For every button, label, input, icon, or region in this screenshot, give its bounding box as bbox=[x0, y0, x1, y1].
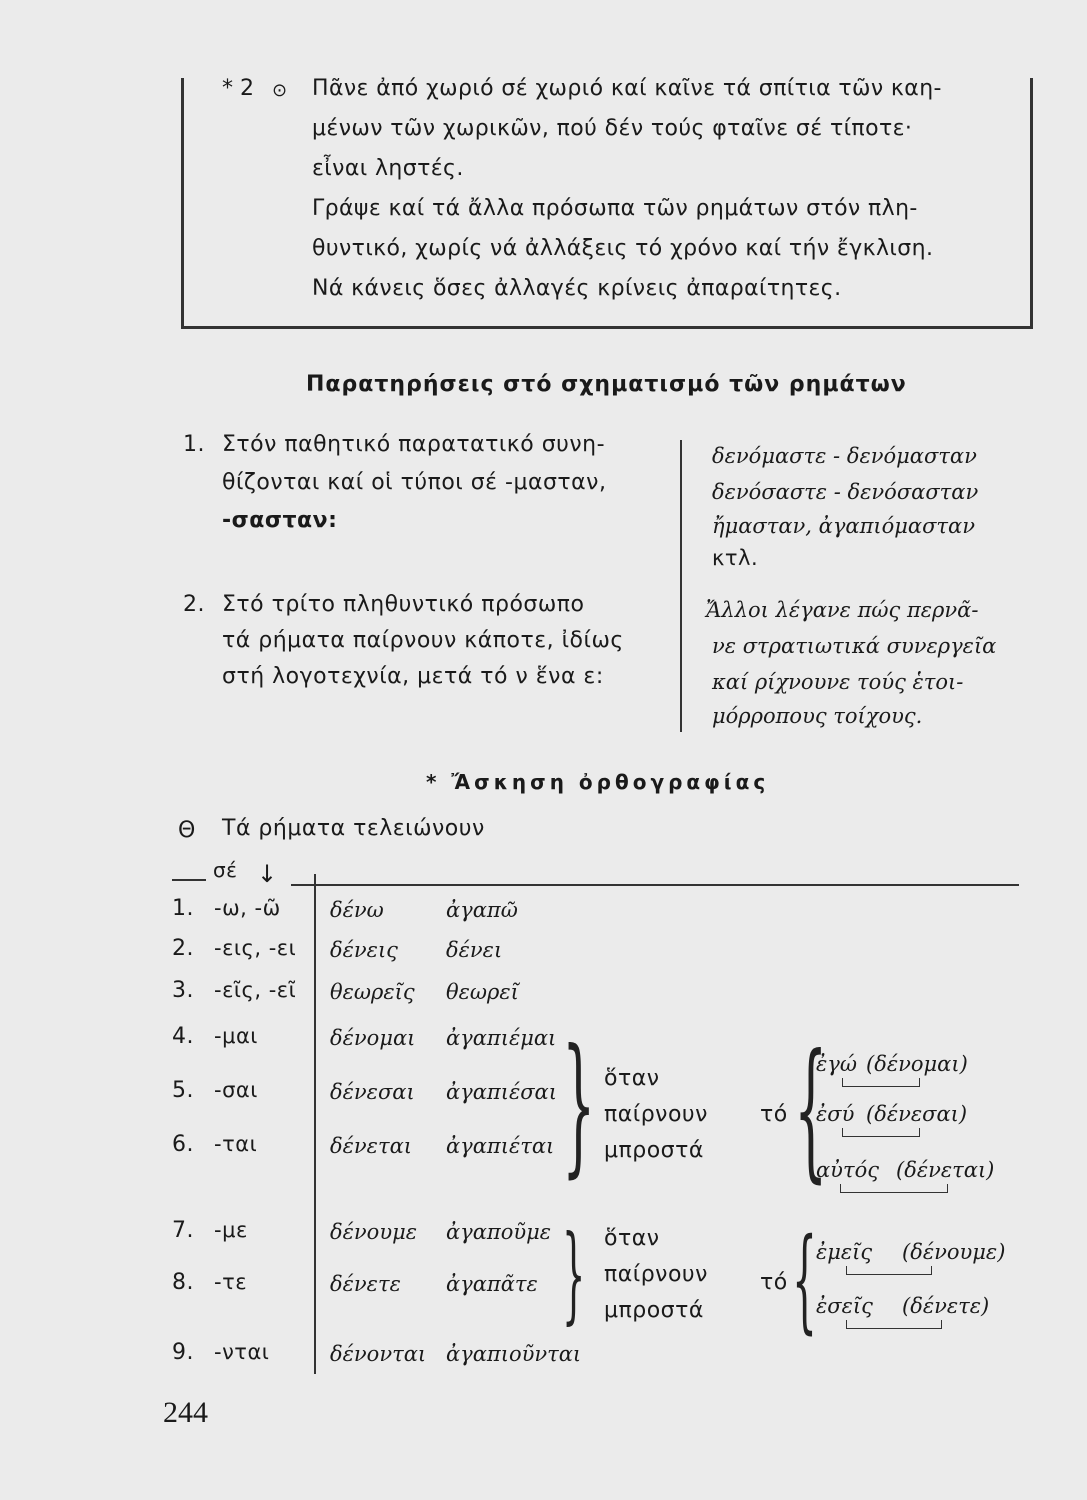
pronoun: ἐμεῖς bbox=[816, 1240, 873, 1264]
exercise-line: Γράψε καί τά ἄλλα πρόσωπα τῶν ρημάτων στόν πλη- bbox=[312, 196, 918, 221]
observation-text: τά ρήματα παίρνουν κάποτε, ἰδίως bbox=[222, 628, 624, 653]
pronoun-link bbox=[842, 1128, 920, 1137]
observations-divider bbox=[680, 440, 682, 732]
verb-example: δένεσαι bbox=[330, 1080, 415, 1104]
verb-ending: -νται bbox=[214, 1340, 270, 1364]
verb-ending: -με bbox=[214, 1218, 248, 1242]
verb-example: δένω bbox=[330, 898, 384, 922]
group1-when: παίρνουν bbox=[604, 1102, 708, 1127]
observation-example: δενόσαστε - δενόσασταν bbox=[712, 480, 979, 504]
group2-to: τό bbox=[760, 1270, 788, 1295]
brace-group1-left: } bbox=[562, 1018, 596, 1192]
verb-example: ἀγαπᾶτε bbox=[446, 1272, 538, 1296]
row-number: 2. bbox=[172, 936, 194, 961]
exercise-symbol: ⊙ bbox=[272, 80, 288, 101]
arrow-down-icon: ↓ bbox=[257, 860, 278, 888]
observation-example: νε στρατιωτικά συνεργεῖα bbox=[712, 634, 997, 658]
exercise-line: μένων τῶν χωρικῶν, πού δέν τούς φταῖνε σέ τίποτε· bbox=[312, 116, 913, 141]
verb-ending: -μαι bbox=[214, 1024, 258, 1048]
row-number: 3. bbox=[172, 978, 194, 1003]
group1-when: ὅταν bbox=[604, 1066, 660, 1091]
observation-text: -σασταν: bbox=[222, 508, 338, 533]
brace-group2-left: } bbox=[562, 1213, 586, 1335]
pronoun-verb: (δένουμε) bbox=[902, 1240, 1006, 1264]
verb-example: δένει bbox=[446, 938, 503, 962]
verb-ending: -τε bbox=[214, 1270, 248, 1294]
observation-example: ἤμασταν, ἀγαπιόμασταν bbox=[712, 514, 975, 538]
verb-example: θεωρεῖ bbox=[446, 980, 519, 1004]
observation-example: κτλ. bbox=[712, 546, 759, 570]
orthography-intro: Τά ρήματα τελειώνουν bbox=[222, 816, 485, 841]
exercise-number: * 2 bbox=[222, 76, 254, 101]
row-number: 7. bbox=[172, 1218, 194, 1243]
observation-text: Στό τρίτο πληθυντικό πρόσωπο bbox=[222, 592, 585, 617]
pronoun-verb: (δένετε) bbox=[902, 1294, 990, 1318]
verb-example: ἀγαπιέται bbox=[446, 1134, 555, 1158]
group1-when: μπροστά bbox=[604, 1138, 704, 1163]
verb-example: δένεται bbox=[330, 1134, 412, 1158]
pronoun: αὐτός bbox=[816, 1158, 879, 1182]
row-number: 9. bbox=[172, 1340, 194, 1365]
group2-when: μπροστά bbox=[604, 1298, 704, 1323]
pronoun-link bbox=[846, 1320, 942, 1329]
row-number: 8. bbox=[172, 1270, 194, 1295]
verb-ending: -ω, -ῶ bbox=[214, 896, 281, 920]
row-number: 5. bbox=[172, 1078, 194, 1103]
se-label: σέ bbox=[213, 858, 238, 882]
observation-example: καί ρίχνουνε τούς ἑτοι- bbox=[712, 670, 964, 694]
verb-example: δένομαι bbox=[330, 1026, 416, 1050]
pronoun-link bbox=[846, 1266, 932, 1275]
exercise-line: εἶναι ληστές. bbox=[312, 156, 464, 181]
observation-text: στή λογοτεχνία, μετά τό ν ἕνα ε: bbox=[222, 664, 604, 689]
observation-number: 1. bbox=[183, 432, 205, 457]
exercise-box bbox=[181, 78, 1033, 329]
verb-example: ἀγαπιέμαι bbox=[446, 1026, 557, 1050]
verb-ending: -σαι bbox=[214, 1078, 258, 1102]
pronoun: ἐγώ bbox=[816, 1052, 857, 1076]
verb-ending: -εῖς, -εῖ bbox=[214, 978, 297, 1002]
table-left-rule bbox=[314, 874, 316, 1374]
orthography-symbol: Θ bbox=[178, 818, 196, 843]
exercise-line: θυντικό, χωρίς νά ἀλλάξεις τό χρόνο καί τήν ἔγκλιση. bbox=[312, 236, 934, 261]
brace-group1-right: { bbox=[794, 1023, 828, 1197]
verb-example: ἀγαποῦμε bbox=[446, 1220, 552, 1244]
group2-when: ὅταν bbox=[604, 1226, 660, 1251]
brace-group2-right: { bbox=[792, 1215, 817, 1345]
observation-example: μόρροπους τοίχους. bbox=[712, 704, 923, 728]
page-number: 244 bbox=[163, 1396, 208, 1429]
row-number: 4. bbox=[172, 1024, 194, 1049]
observation-example: δενόμαστε - δενόμασταν bbox=[712, 444, 977, 468]
pronoun-verb: (δένομαι) bbox=[866, 1052, 968, 1076]
table-top-rule bbox=[291, 884, 1019, 886]
verb-example: δένεις bbox=[330, 938, 398, 962]
pronoun: ἐσεῖς bbox=[816, 1294, 873, 1318]
pronoun-verb: (δένεται) bbox=[896, 1158, 995, 1182]
se-underline bbox=[172, 879, 206, 881]
observation-text: Στόν παθητικό παρατατικό συνη- bbox=[222, 432, 606, 457]
observation-example: Ἄλλοι λέγανε πώς περνᾶ- bbox=[706, 598, 979, 622]
orthography-title: * Ἄσκηση ὀρθογραφίας bbox=[426, 770, 770, 794]
row-number: 6. bbox=[172, 1132, 194, 1157]
observation-number: 2. bbox=[183, 592, 205, 617]
pronoun-link bbox=[840, 1184, 948, 1193]
group1-to: τό bbox=[760, 1102, 788, 1127]
verb-example: δένετε bbox=[330, 1272, 401, 1296]
group2-when: παίρνουν bbox=[604, 1262, 708, 1287]
verb-example: ἀγαπιέσαι bbox=[446, 1080, 557, 1104]
pronoun: ἐσύ bbox=[816, 1102, 855, 1126]
exercise-line: Πᾶνε ἀπό χωριό σέ χωριό καί καῖνε τά σπίτια τῶν καη- bbox=[312, 76, 942, 101]
row-number: 1. bbox=[172, 896, 194, 921]
pronoun-verb: (δένεσαι) bbox=[866, 1102, 968, 1126]
pronoun-link bbox=[842, 1078, 920, 1087]
exercise-line: Νά κάνεις ὅσες ἀλλαγές κρίνεις ἀπαραίτητες. bbox=[312, 276, 842, 301]
verb-example: δένουμε bbox=[330, 1220, 418, 1244]
verb-example: ἀγαπιοῦνται bbox=[446, 1342, 582, 1366]
observations-title: Παρατηρήσεις στό σχηματισμό τῶν ρημάτων bbox=[306, 372, 907, 397]
verb-ending: -εις, -ει bbox=[214, 936, 297, 960]
verb-example: ἀγαπῶ bbox=[446, 898, 518, 922]
verb-example: δένονται bbox=[330, 1342, 427, 1366]
observation-text: θίζονται καί οἱ τύποι σέ -μασταν, bbox=[222, 470, 607, 495]
verb-ending: -ται bbox=[214, 1132, 258, 1156]
verb-example: θεωρεῖς bbox=[330, 980, 415, 1004]
